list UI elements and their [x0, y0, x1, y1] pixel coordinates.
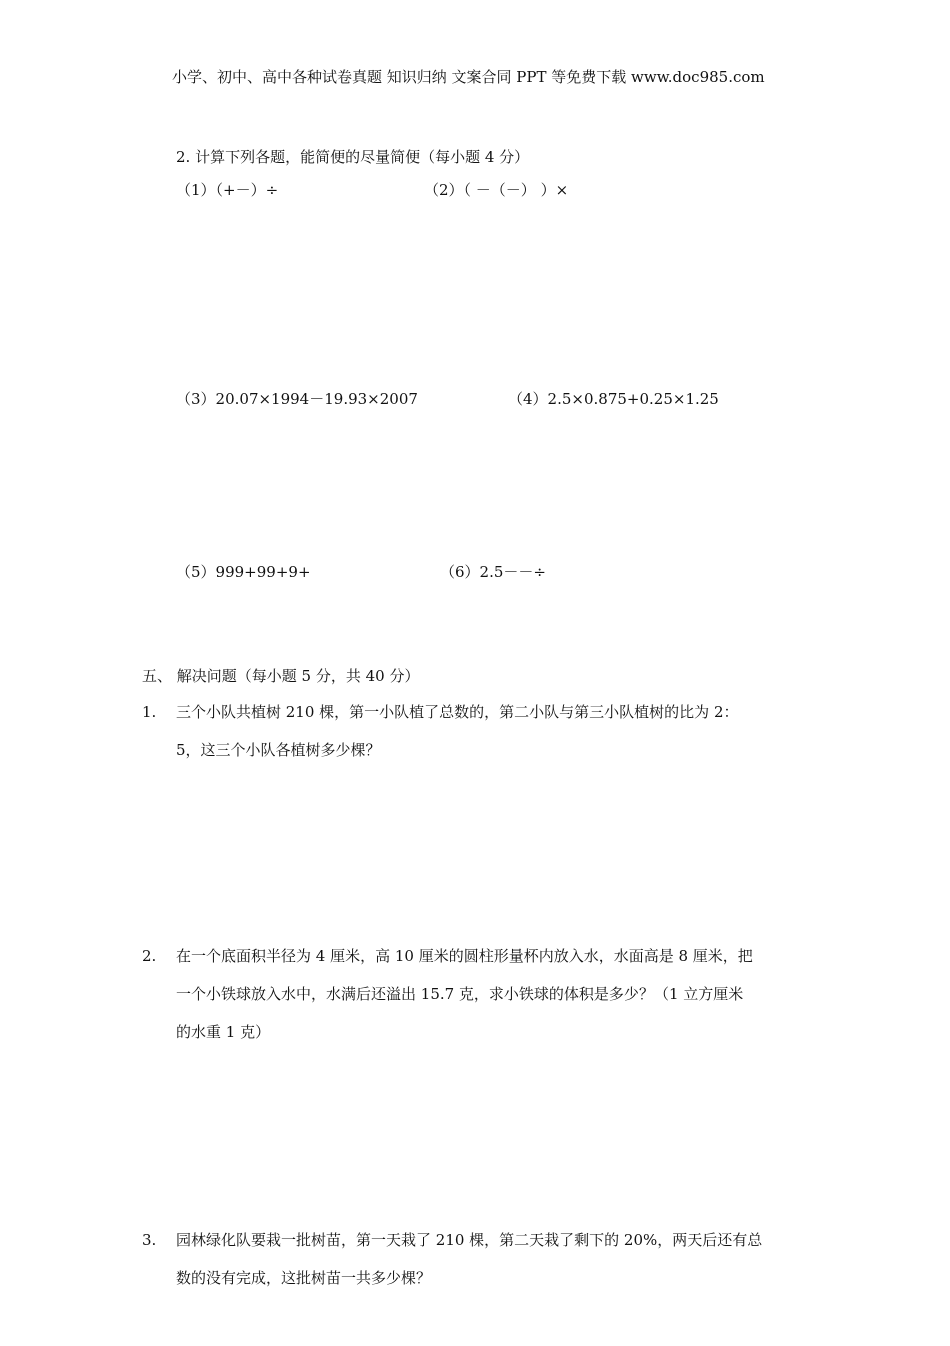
calc-item-6: （6）2.5－－÷: [440, 563, 546, 581]
calc-item-3: （3）20.07×1994－19.93×2007: [176, 390, 418, 408]
calc-heading: 2. 计算下列各题，能简便的尽量简便（每小题 4 分）: [176, 148, 530, 166]
calc-item-1: （1）（+－）÷: [176, 181, 279, 199]
q1-line-2: 5，这三个小队各植树多少棵？: [176, 741, 381, 759]
calc-item-2: （2）（ －（－） ）×: [424, 181, 569, 199]
q2-line-2: 一个小铁球放入水中，水满后还溢出 15.7 克，求小铁球的体积是多少？（1 立方厘米: [176, 985, 744, 1003]
q1-line-1: 三个小队共植树 210 棵，第一小队植了总数的，第二小队与第三小队植树的比为 2：: [176, 703, 739, 721]
calc-item-4: （4）2.5×0.875+0.25×1.25: [508, 390, 719, 408]
q3-line-1: 园林绿化队要栽一批树苗，第一天栽了 210 棵，第二天栽了剩下的 20%，两天后还有总: [176, 1231, 763, 1249]
q3-line-2: 数的没有完成，这批树苗一共多少棵？: [176, 1269, 432, 1287]
section5-heading: 五、 解决问题（每小题 5 分，共 40 分）: [142, 667, 420, 685]
q2-line-3: 的水重 1 克）: [176, 1023, 271, 1041]
q3-number: 3.: [142, 1231, 157, 1249]
q2-number: 2.: [142, 947, 157, 965]
page-header: 小学、初中、高中各种试卷真题 知识归纳 文案合同 PPT 等免费下载 www.doc985.com: [172, 68, 765, 86]
q2-line-1: 在一个底面积半径为 4 厘米，高 10 厘米的圆柱形量杯内放入水，水面高是 8 厘米，把: [176, 947, 753, 965]
q1-number: 1.: [142, 703, 157, 721]
calc-item-5: （5）999+99+9+: [176, 563, 311, 581]
